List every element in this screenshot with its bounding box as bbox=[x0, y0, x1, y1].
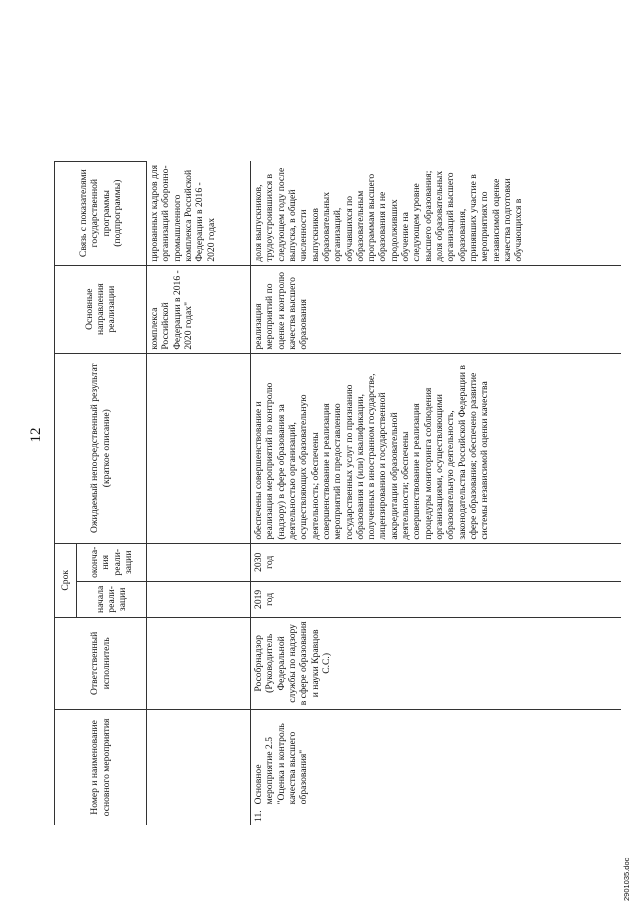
header-directions: Основные направления реализации bbox=[55, 265, 147, 353]
table-row bbox=[251, 161, 621, 825]
main-directions: реализация мероприятий по оценке и контролю качества высшего образования bbox=[251, 265, 621, 353]
indicator-link: доля выпускников, трудоустроившихся в следующем году после выпуска, в общей численности выпускников образовательных организаций, обучавшихся по образовательным программам высшего образования и не продолживших обучение на следующем уровне высшего образования; доля образовательных организаций высшего образования, принявших участие в мероприятиях по независимой оценке качества подготовки обучающихся в bbox=[251, 161, 621, 265]
expected-result: обеспечены совершенствование и реализация мероприятий по контролю (надзору) в сфере образования за деятельностью организаций, осуществляющих образовательную деятельность; обеспечены совершенствование и реализация мероприятий по предоставлению государственных услуг по признанию образования и (или) квалификации, полученных в иностранном государстве, лицензированию и государственной аккредитации образовательной деятельности; обеспечены совершенствование и реализация процедуры мониторинга соблюдения организациями, осуществляющими образовательную деятельность, законодательства Российской Федерации в сфере образования; обеспечено развитие системы независимой оценки качества bbox=[251, 353, 621, 543]
header-start: начала реали-зации bbox=[77, 581, 147, 617]
continuation-link: цированных кадров для организаций оборонно-промышленного комплекса Российской Федерации в 2016 - 2020 годах bbox=[147, 161, 251, 265]
header-link: Связь с показателями государственной программы (подпрограммы) bbox=[55, 161, 147, 265]
continuation-directions: комплекса Российской Федерации в 2016 - 2020 годах" bbox=[147, 265, 251, 353]
row-number: 11. bbox=[251, 807, 621, 825]
end-year: 2030 год bbox=[251, 543, 621, 581]
executor: Рособрнадзор (Руководитель Федеральной службы по надзору в сфере образования и науки Кравцов С.С.) bbox=[251, 617, 621, 709]
header-term: Срок bbox=[55, 543, 77, 617]
continuation-row bbox=[147, 161, 251, 825]
header-event: Номер и наименование основного мероприятия bbox=[55, 709, 147, 825]
document-id: 2901035.doc bbox=[622, 857, 631, 901]
start-year: 2019 год bbox=[251, 581, 621, 617]
event-name: Основное мероприятие 2.5 "Оценка и контроль качества высшего образования" bbox=[251, 709, 621, 807]
header-result: Ожидаемый непосредственный результат (краткое описание) bbox=[55, 353, 147, 543]
page-number: 12 bbox=[28, 427, 44, 443]
program-events-table bbox=[54, 161, 621, 825]
header-end: оконча-ния реали-зации bbox=[77, 543, 147, 581]
header-executor: Ответственный исполнитель bbox=[55, 617, 147, 709]
